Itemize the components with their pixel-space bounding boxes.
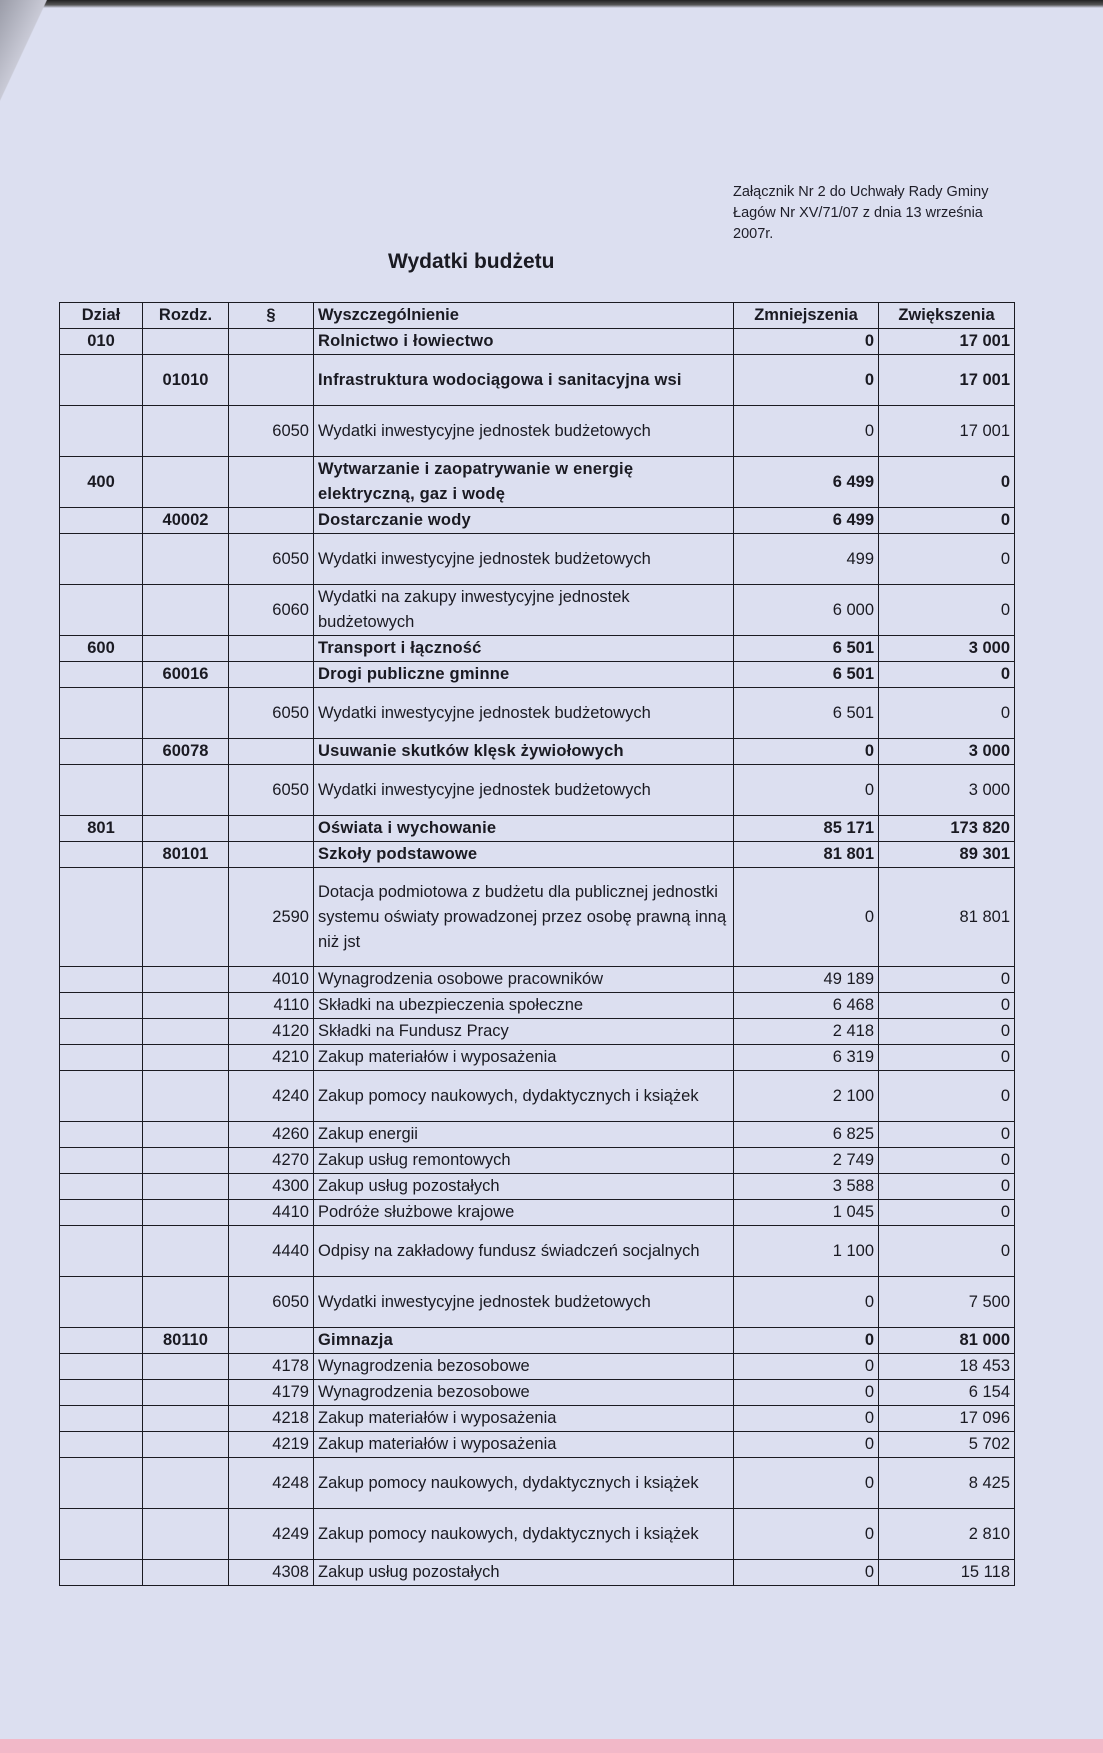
cell-zmniejszenia: 6 319 (734, 1045, 879, 1071)
cell-dzial (60, 508, 143, 534)
cell-zwiekszenia: 0 (879, 1071, 1015, 1122)
table-row (60, 765, 1015, 816)
table-row (60, 585, 1015, 636)
table-row (60, 1277, 1015, 1328)
cell-opis: Zakup materiałów i wyposażenia (314, 1406, 734, 1432)
cell-zwiekszenia: 18 453 (879, 1354, 1015, 1380)
cell-opis: Infrastruktura wodociągowa i sanitacyjna wsi (314, 355, 734, 406)
cell-rozdz: 60016 (143, 662, 229, 688)
cell-zwiekszenia: 3 000 (879, 636, 1015, 662)
cell-zwiekszenia: 3 000 (879, 739, 1015, 765)
cell-zwiekszenia: 0 (879, 508, 1015, 534)
cell-zmniejszenia: 2 418 (734, 1019, 879, 1045)
cell-opis: Zakup pomocy naukowych, dydaktycznych i książek (314, 1458, 734, 1509)
cell-dzial: 600 (60, 636, 143, 662)
cell-dzial (60, 1406, 143, 1432)
cell-opis: Podróże służbowe krajowe (314, 1200, 734, 1226)
cell-dzial (60, 1226, 143, 1277)
table-row (60, 636, 1015, 662)
cell-zmniejszenia: 6 499 (734, 508, 879, 534)
cell-rozdz: 40002 (143, 508, 229, 534)
cell-zmniejszenia: 0 (734, 868, 879, 967)
cell-opis: Zakup materiałów i wyposażenia (314, 1045, 734, 1071)
cell-rozdz (143, 1122, 229, 1148)
cell-zwiekszenia: 17 096 (879, 1406, 1015, 1432)
table-row (60, 688, 1015, 739)
cell-rozdz (143, 765, 229, 816)
table-row (60, 1148, 1015, 1174)
cell-dzial (60, 1354, 143, 1380)
cell-opis: Wydatki inwestycyjne jednostek budżetowych (314, 1277, 734, 1328)
cell-zwiekszenia: 0 (879, 1122, 1015, 1148)
cell-rozdz (143, 534, 229, 585)
cell-paragraf: 6050 (229, 1277, 314, 1328)
cell-zwiekszenia: 2 810 (879, 1509, 1015, 1560)
cell-opis: Zakup usług pozostałych (314, 1174, 734, 1200)
table-row (60, 1226, 1015, 1277)
cell-rozdz (143, 1045, 229, 1071)
annex-note: Załącznik Nr 2 do Uchwały Rady Gminy Łagów Nr XV/71/07 z dnia 13 września 2007r. (733, 184, 989, 242)
cell-paragraf: 4010 (229, 967, 314, 993)
cell-dzial (60, 765, 143, 816)
cell-zmniejszenia: 6 825 (734, 1122, 879, 1148)
cell-dzial: 801 (60, 816, 143, 842)
cell-zmniejszenia: 6 499 (734, 457, 879, 508)
cell-zwiekszenia: 89 301 (879, 842, 1015, 868)
cell-rozdz (143, 1380, 229, 1406)
cell-opis: Wydatki inwestycyjne jednostek budżetowych (314, 534, 734, 585)
cell-zmniejszenia: 0 (734, 1354, 879, 1380)
cell-zmniejszenia: 0 (734, 1406, 879, 1432)
cell-paragraf (229, 329, 314, 355)
cell-paragraf: 4308 (229, 1560, 314, 1586)
cell-opis: Drogi publiczne gminne (314, 662, 734, 688)
header-dzial: Dział (60, 303, 143, 329)
cell-rozdz (143, 406, 229, 457)
cell-opis: Zakup energii (314, 1122, 734, 1148)
table-row (60, 1406, 1015, 1432)
cell-zwiekszenia: 81 801 (879, 868, 1015, 967)
cell-paragraf (229, 355, 314, 406)
cell-paragraf: 4110 (229, 993, 314, 1019)
cell-rozdz (143, 1148, 229, 1174)
cell-dzial (60, 1019, 143, 1045)
table-row (60, 329, 1015, 355)
cell-paragraf: 6050 (229, 406, 314, 457)
scan-edge-shadow (0, 0, 1103, 8)
cell-opis: Wydatki na zakupy inwestycyjne jednostek budżetowych (314, 585, 734, 636)
cell-zmniejszenia: 6 501 (734, 662, 879, 688)
cell-zmniejszenia: 85 171 (734, 816, 879, 842)
cell-rozdz (143, 1174, 229, 1200)
cell-zmniejszenia: 0 (734, 1509, 879, 1560)
cell-paragraf: 6050 (229, 688, 314, 739)
cell-paragraf (229, 816, 314, 842)
table-row (60, 1354, 1015, 1380)
cell-zmniejszenia: 0 (734, 1328, 879, 1354)
cell-zwiekszenia: 0 (879, 662, 1015, 688)
cell-dzial (60, 585, 143, 636)
cell-dzial (60, 355, 143, 406)
cell-dzial (60, 1148, 143, 1174)
cell-zwiekszenia: 0 (879, 534, 1015, 585)
cell-zwiekszenia: 3 000 (879, 765, 1015, 816)
cell-zwiekszenia: 17 001 (879, 355, 1015, 406)
cell-paragraf: 4300 (229, 1174, 314, 1200)
table-row (60, 868, 1015, 967)
cell-dzial (60, 1509, 143, 1560)
cell-zwiekszenia: 17 001 (879, 329, 1015, 355)
cell-rozdz (143, 1406, 229, 1432)
cell-zmniejszenia: 2 100 (734, 1071, 879, 1122)
cell-paragraf (229, 842, 314, 868)
cell-dzial: 400 (60, 457, 143, 508)
cell-dzial (60, 1328, 143, 1354)
cell-rozdz (143, 868, 229, 967)
cell-opis: Dostarczanie wody (314, 508, 734, 534)
header-zmniejszenia: Zmniejszenia (734, 303, 879, 329)
table-row (60, 967, 1015, 993)
cell-dzial (60, 1380, 143, 1406)
cell-zmniejszenia: 1 045 (734, 1200, 879, 1226)
cell-dzial (60, 1277, 143, 1328)
cell-opis: Odpisy na zakładowy fundusz świadczeń socjalnych (314, 1226, 734, 1277)
cell-zwiekszenia: 0 (879, 688, 1015, 739)
cell-paragraf: 4249 (229, 1509, 314, 1560)
cell-opis: Zakup usług remontowych (314, 1148, 734, 1174)
cell-zwiekszenia: 7 500 (879, 1277, 1015, 1328)
table-row (60, 1045, 1015, 1071)
cell-paragraf: 6050 (229, 765, 314, 816)
table-row (60, 1458, 1015, 1509)
cell-rozdz (143, 1277, 229, 1328)
cell-rozdz (143, 1226, 229, 1277)
cell-opis: Zakup usług pozostałych (314, 1560, 734, 1586)
cell-zwiekszenia: 5 702 (879, 1432, 1015, 1458)
cell-dzial (60, 739, 143, 765)
cell-paragraf: 4210 (229, 1045, 314, 1071)
cell-zwiekszenia: 0 (879, 585, 1015, 636)
cell-zmniejszenia: 2 749 (734, 1148, 879, 1174)
cell-opis: Rolnictwo i łowiectwo (314, 329, 734, 355)
cell-rozdz: 80110 (143, 1328, 229, 1354)
table-row (60, 534, 1015, 585)
cell-dzial (60, 534, 143, 585)
cell-zwiekszenia: 15 118 (879, 1560, 1015, 1586)
cell-rozdz (143, 1019, 229, 1045)
cell-zmniejszenia: 6 468 (734, 993, 879, 1019)
cell-dzial (60, 993, 143, 1019)
cell-dzial (60, 1458, 143, 1509)
cell-zmniejszenia: 1 100 (734, 1226, 879, 1277)
cell-zwiekszenia: 8 425 (879, 1458, 1015, 1509)
table-row (60, 1509, 1015, 1560)
cell-opis: Składki na Fundusz Pracy (314, 1019, 734, 1045)
cell-zmniejszenia: 3 588 (734, 1174, 879, 1200)
cell-zwiekszenia: 0 (879, 457, 1015, 508)
cell-opis: Szkoły podstawowe (314, 842, 734, 868)
cell-zwiekszenia: 173 820 (879, 816, 1015, 842)
cell-zmniejszenia: 0 (734, 1560, 879, 1586)
cell-opis: Zakup materiałów i wyposażenia (314, 1432, 734, 1458)
cell-zmniejszenia: 6 501 (734, 688, 879, 739)
cell-rozdz (143, 1509, 229, 1560)
cell-dzial (60, 868, 143, 967)
table-row (60, 1122, 1015, 1148)
cell-opis: Oświata i wychowanie (314, 816, 734, 842)
cell-opis: Zakup pomocy naukowych, dydaktycznych i książek (314, 1509, 734, 1560)
cell-zwiekszenia: 0 (879, 1226, 1015, 1277)
cell-opis: Wynagrodzenia osobowe pracowników (314, 967, 734, 993)
cell-rozdz (143, 585, 229, 636)
cell-zmniejszenia: 0 (734, 765, 879, 816)
cell-rozdz: 60078 (143, 739, 229, 765)
cell-zmniejszenia: 49 189 (734, 967, 879, 993)
cell-zwiekszenia: 0 (879, 993, 1015, 1019)
header-rozdz: Rozdz. (143, 303, 229, 329)
table-header-row (60, 303, 1015, 329)
cell-paragraf: 4178 (229, 1354, 314, 1380)
cell-paragraf: 4410 (229, 1200, 314, 1226)
cell-zwiekszenia: 17 001 (879, 406, 1015, 457)
cell-dzial (60, 1045, 143, 1071)
cell-rozdz: 80101 (143, 842, 229, 868)
cell-rozdz (143, 1354, 229, 1380)
cell-zwiekszenia: 6 154 (879, 1380, 1015, 1406)
cell-zmniejszenia: 81 801 (734, 842, 879, 868)
cell-opis: Usuwanie skutków klęsk żywiołowych (314, 739, 734, 765)
table-row (60, 1328, 1015, 1354)
cell-rozdz (143, 1200, 229, 1226)
cell-opis: Dotacja podmiotowa z budżetu dla publicznej jednostki systemu oświaty prowadzonej przez osobę prawną inną niż jst (314, 868, 734, 967)
cell-rozdz (143, 1432, 229, 1458)
cell-dzial (60, 662, 143, 688)
cell-zwiekszenia: 0 (879, 967, 1015, 993)
table-row (60, 993, 1015, 1019)
cell-opis: Transport i łączność (314, 636, 734, 662)
cell-paragraf: 4260 (229, 1122, 314, 1148)
table-row (60, 842, 1015, 868)
cell-paragraf: 6050 (229, 534, 314, 585)
cell-paragraf (229, 457, 314, 508)
cell-opis: Wydatki inwestycyjne jednostek budżetowych (314, 406, 734, 457)
cell-zmniejszenia: 0 (734, 329, 879, 355)
table-row (60, 739, 1015, 765)
cell-dzial (60, 1174, 143, 1200)
cell-paragraf: 6060 (229, 585, 314, 636)
cell-rozdz (143, 457, 229, 508)
cell-dzial (60, 1200, 143, 1226)
cell-zwiekszenia: 0 (879, 1019, 1015, 1045)
cell-zmniejszenia: 499 (734, 534, 879, 585)
cell-zwiekszenia: 0 (879, 1045, 1015, 1071)
cell-zwiekszenia: 0 (879, 1200, 1015, 1226)
cell-opis: Zakup pomocy naukowych, dydaktycznych i książek (314, 1071, 734, 1122)
cell-dzial: 010 (60, 329, 143, 355)
cell-paragraf: 4240 (229, 1071, 314, 1122)
cell-paragraf: 4179 (229, 1380, 314, 1406)
cell-opis: Wynagrodzenia bezosobowe (314, 1354, 734, 1380)
table-row (60, 816, 1015, 842)
table-row (60, 1071, 1015, 1122)
cell-zmniejszenia: 0 (734, 1458, 879, 1509)
table-row (60, 1174, 1015, 1200)
cell-rozdz (143, 1560, 229, 1586)
cell-paragraf: 2590 (229, 868, 314, 967)
cell-zmniejszenia: 0 (734, 355, 879, 406)
cell-rozdz (143, 688, 229, 739)
cell-opis: Wynagrodzenia bezosobowe (314, 1380, 734, 1406)
table-row (60, 1019, 1015, 1045)
cell-rozdz (143, 1458, 229, 1509)
cell-paragraf: 4120 (229, 1019, 314, 1045)
cell-zmniejszenia: 0 (734, 1432, 879, 1458)
cell-zwiekszenia: 81 000 (879, 1328, 1015, 1354)
cell-rozdz (143, 816, 229, 842)
budget-table-body (60, 329, 1015, 1586)
cell-dzial (60, 1122, 143, 1148)
cell-rozdz (143, 993, 229, 1019)
cell-opis: Gimnazja (314, 1328, 734, 1354)
table-row (60, 1560, 1015, 1586)
table-row (60, 406, 1015, 457)
cell-dzial (60, 406, 143, 457)
header-zwiekszenia: Zwiększenia (879, 303, 1015, 329)
cell-rozdz (143, 329, 229, 355)
cell-dzial (60, 1432, 143, 1458)
table-row (60, 457, 1015, 508)
cell-zwiekszenia: 0 (879, 1174, 1015, 1200)
cell-paragraf: 4270 (229, 1148, 314, 1174)
cell-paragraf: 4219 (229, 1432, 314, 1458)
cell-zmniejszenia: 6 501 (734, 636, 879, 662)
header-paragraf: § (229, 303, 314, 329)
cell-zwiekszenia: 0 (879, 1148, 1015, 1174)
table-row (60, 1432, 1015, 1458)
cell-rozdz (143, 967, 229, 993)
cell-opis: Składki na ubezpieczenia społeczne (314, 993, 734, 1019)
cell-paragraf (229, 1328, 314, 1354)
cell-rozdz (143, 1071, 229, 1122)
budget-table (59, 302, 1015, 1586)
cell-rozdz (143, 636, 229, 662)
cell-zmniejszenia: 0 (734, 1380, 879, 1406)
cell-paragraf: 4440 (229, 1226, 314, 1277)
table-row (60, 1380, 1015, 1406)
table-row (60, 1200, 1015, 1226)
cell-paragraf: 4248 (229, 1458, 314, 1509)
cell-zmniejszenia: 0 (734, 1277, 879, 1328)
table-row (60, 355, 1015, 406)
cell-opis: Wydatki inwestycyjne jednostek budżetowych (314, 688, 734, 739)
cell-paragraf (229, 739, 314, 765)
cell-rozdz: 01010 (143, 355, 229, 406)
cell-opis: Wytwarzanie i zaopatrywanie w energię elektryczną, gaz i wodę (314, 457, 734, 508)
scan-bottom-strip (0, 1739, 1103, 1753)
cell-paragraf (229, 662, 314, 688)
cell-dzial (60, 688, 143, 739)
cell-dzial (60, 1071, 143, 1122)
scan-corner-shadow (0, 0, 60, 120)
cell-dzial (60, 967, 143, 993)
cell-zmniejszenia: 0 (734, 406, 879, 457)
cell-zmniejszenia: 6 000 (734, 585, 879, 636)
cell-dzial (60, 842, 143, 868)
cell-zmniejszenia: 0 (734, 739, 879, 765)
cell-dzial (60, 1560, 143, 1586)
table-row (60, 662, 1015, 688)
cell-opis: Wydatki inwestycyjne jednostek budżetowych (314, 765, 734, 816)
document-title: Wydatki budżetu (388, 250, 555, 273)
table-row (60, 508, 1015, 534)
header-opis: Wyszczególnienie (314, 303, 734, 329)
cell-paragraf (229, 508, 314, 534)
cell-paragraf: 4218 (229, 1406, 314, 1432)
cell-paragraf (229, 636, 314, 662)
